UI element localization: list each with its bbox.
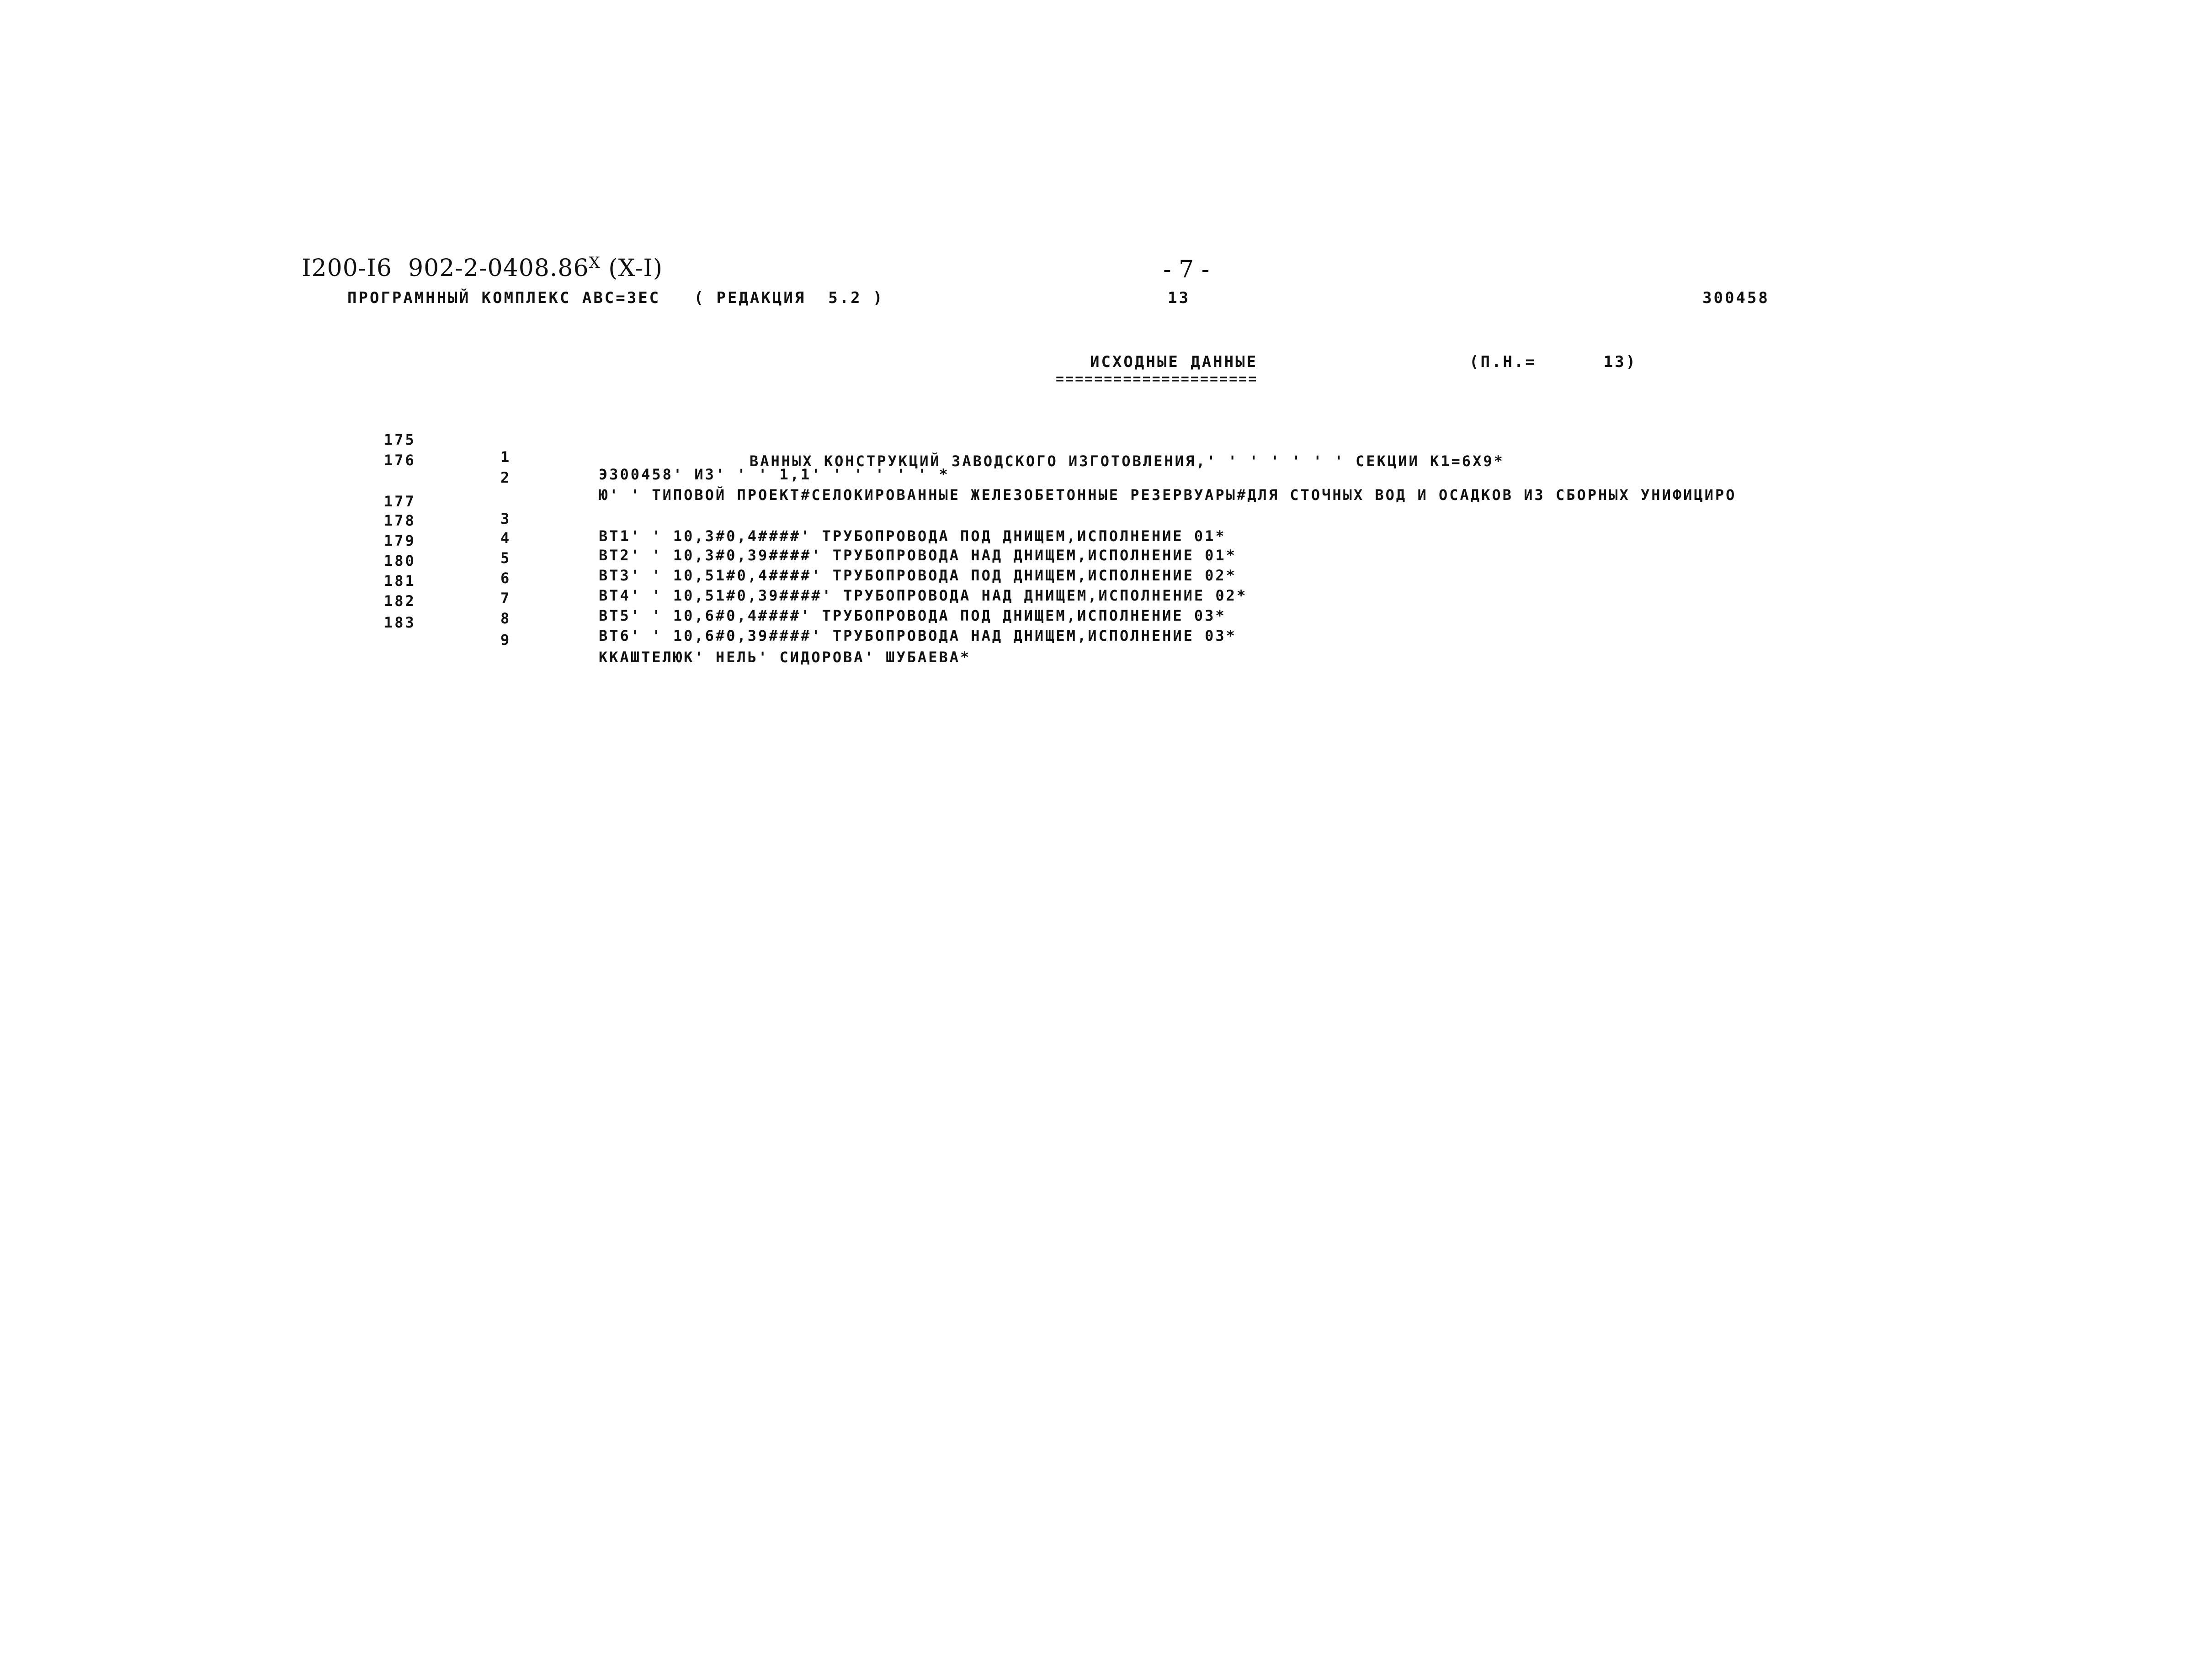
program-line: ПРОГРАМННЫЙ КОМПЛЕКС АВС=ЗЕС ( РЕДАКЦИЯ 5.2 ) <box>347 289 884 307</box>
document-code-suffix: (X-I) <box>600 255 663 282</box>
row-text: Э300458' ИЗ' ' ' 1,1' ' ' ' ' ' * <box>599 466 950 483</box>
document-id: 300458 <box>1702 289 1770 307</box>
sequence-number: 5 <box>500 549 511 567</box>
line-number: 176 <box>384 452 416 469</box>
line-number: 180 <box>384 552 416 569</box>
sequence-number: 8 <box>500 610 511 627</box>
row-text: ВТ4' ' 10,51#0,39####' ТРУБОПРОВОДА НАД ДНИЩЕМ,ИСПОЛНЕНИЕ 02* <box>599 587 1248 604</box>
sequence-number: 2 <box>500 469 511 486</box>
sequence-number: 1 <box>500 448 511 466</box>
row-text: ВТ1' ' 10,3#0,4####' ТРУБОПРОВОДА ПОД ДНИЩЕМ,ИСПОЛНЕНИЕ 01* <box>599 527 1226 545</box>
document-code-main: I200-I6 902-2-0408.86 <box>302 255 589 282</box>
line-number: 182 <box>384 592 416 610</box>
document-code-superscript: X <box>589 254 601 272</box>
row-text: ВТ5' ' 10,6#0,4####' ТРУБОПРОВОДА ПОД ДНИЩЕМ,ИСПОЛНЕНИЕ 03* <box>599 607 1226 624</box>
line-number: 178 <box>384 512 416 529</box>
row-text: ВТ2' ' 10,3#0,39####' ТРУБОПРОВОДА НАД ДНИЩЕМ,ИСПОЛНЕНИЕ 01* <box>599 547 1237 564</box>
line-number: 181 <box>384 572 416 590</box>
document-code <box>302 254 663 282</box>
sequence-number: 6 <box>500 569 511 587</box>
page-number: - 7 - <box>1163 256 1210 283</box>
line-number: 183 <box>384 614 416 631</box>
sequence-number: 3 <box>500 510 511 527</box>
row-text: Ю' ' ТИПОВОЙ ПРОЕКТ#СЕЛОКИРОВАННЫЕ ЖЕЛЕЗОБЕТОННЫЕ РЕЗЕРВУАРЫ#ДЛЯ СТОЧНЫХ ВОД И ОСАДКОВ ИЗ СБОРНЫХ УНИФИЦИРО <box>599 486 1737 504</box>
row-text: ККАШТЕЛЮК' НЕЛЬ' СИДОРОВА' ШУБАЕВА* <box>599 649 971 666</box>
line-number: 177 <box>384 493 416 510</box>
sequence-number: 9 <box>500 631 511 649</box>
section-title: ИСХОДНЫЕ ДАННЫЕ <box>1090 353 1258 371</box>
row-text: ВТ3' ' 10,51#0,4####' ТРУБОПРОВОДА ПОД ДНИЩЕМ,ИСПОЛНЕНИЕ 02* <box>599 567 1237 584</box>
sequence-number: 7 <box>500 590 511 607</box>
section-title-underline: ===================== <box>1056 371 1258 387</box>
line-number: 175 <box>384 431 416 448</box>
row-continuation-text: ВАННЫХ КОНСТРУКЦИЙ ЗАВОДСКОГО ИЗГОТОВЛЕНИЯ,' ' ' ' ' ' ' СЕКЦИИ К1=6Х9* <box>750 452 1505 470</box>
sheet-number: 13 <box>1168 289 1190 307</box>
line-number: 179 <box>384 532 416 549</box>
row-text: ВТ6' ' 10,6#0,39####' ТРУБОПРОВОДА НАД ДНИЩЕМ,ИСПОЛНЕНИЕ 03* <box>599 627 1237 644</box>
sequence-number: 4 <box>500 529 511 547</box>
section-reference: (П.Н.= 13) <box>1469 353 1638 371</box>
